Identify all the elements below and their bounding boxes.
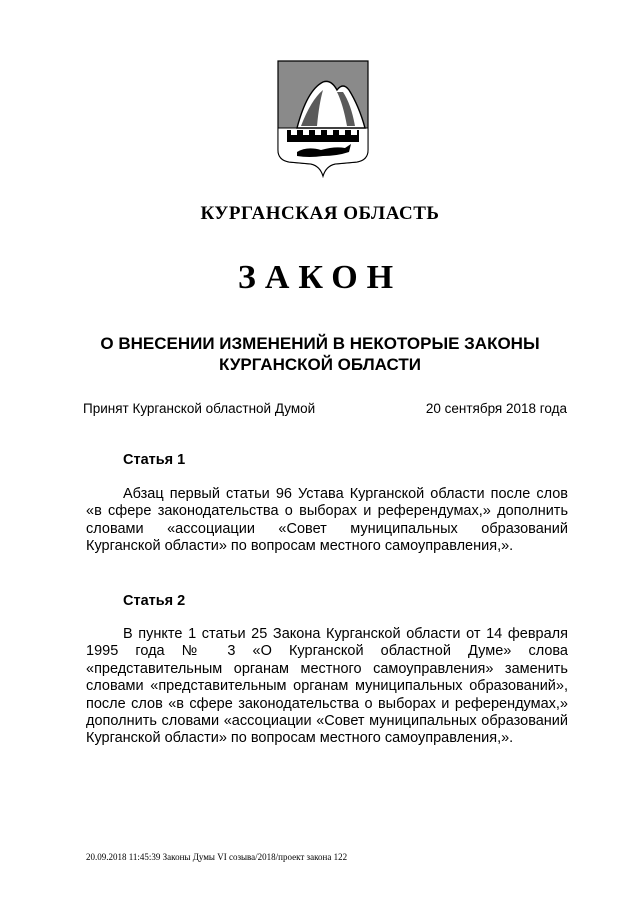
article-1-text: Абзац первый статьи 96 Устава Курганской области после слов «в сфере законодательства о выборах и референдумах,» дополнить словами «ассоциации «Совет муниципальных образований Курганской области» по вопросам местного самоуправления,». [86,486,568,555]
article-2-text: В пункте 1 статьи 25 Закона Курганской области от 14 февраля 1995 года № 3 «О Курганской областной Думе» слова «представительным органам местного самоуправления» заменить словами «представительным органам муниципальных образований», после слов «в сфере законодательства о выборах и референдумах,» дополнить словами «ассоциации «Совет муниципальных образований Курганской области» по вопросам местного самоуправления,». [86,626,568,747]
document-type: ЗАКОН [237,259,403,296]
adoption-date: 20 сентября 2018 года [425,401,567,416]
region-name: КУРГАНСКАЯ ОБЛАСТЬ [200,203,440,224]
law-title [90,333,550,375]
law-title-line-2: КУРГАНСКОЙ ОБЛАСТИ [219,355,421,374]
adopted-by: Принят Курганской областной Думой [83,401,316,416]
article-2-heading: Статья 2 [123,593,186,609]
footer-meta: 20.09.2018 11:45:39 Законы Думы VI созыва/2018/проект закона 122 [86,852,348,862]
coat-of-arms-emblem [277,60,369,178]
law-title-line-1: О ВНЕСЕНИИ ИЗМЕНЕНИЙ В НЕКОТОРЫЕ ЗАКОНЫ [100,334,540,353]
article-1-heading: Статья 1 [123,452,186,468]
